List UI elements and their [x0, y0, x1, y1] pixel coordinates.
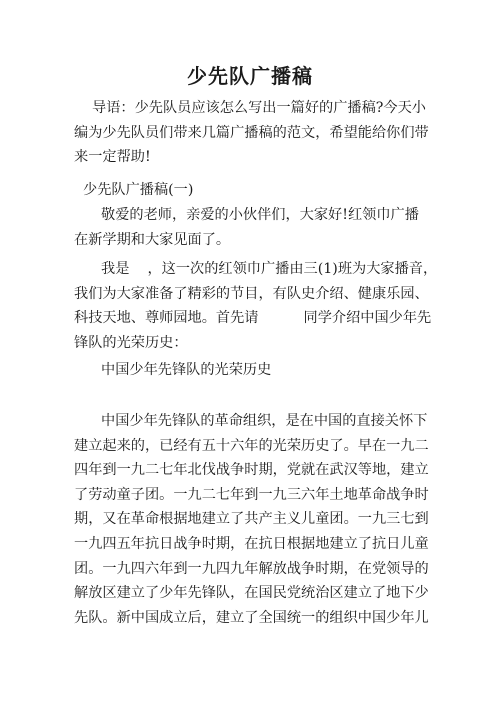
history-line: 期，又在革命根据地建立了共产主义儿童团。一九三七到 — [74, 511, 429, 528]
history-line: 解放区建立了少年先锋队，在国民党统治区建立了地下少 — [74, 585, 429, 602]
history-heading — [74, 358, 434, 383]
intro-line: 导语：少先队员应该怎么写出一篇好的广播稿?今天小 — [74, 100, 426, 116]
history-paragraph — [74, 409, 434, 630]
history-line: 先队。新中国成立后，建立了全国统一的组织中国少年儿 — [74, 609, 429, 626]
intro-line: 来一定帮助! — [74, 149, 151, 166]
self-intro-line: 锋队的光荣历史： — [74, 334, 188, 351]
intro-line: 编为少先队员们带来几篇广播稿的范文，希望能给你们带 — [74, 124, 429, 141]
history-line: 一九四五年抗日战争时期，在抗日根据地建立了抗日儿童 — [74, 535, 429, 552]
greeting-line: 在新学期和大家见面了。 — [74, 231, 231, 248]
history-line: 建立起来的，已经有五十六年的光荣历史了。早在一九二 — [74, 437, 429, 454]
self-intro-line: 科技天地、尊师园地。首先请 同学介绍中国少年先 — [74, 310, 432, 327]
self-intro-paragraph — [74, 257, 438, 355]
self-intro-line: 我是 ，这一次的红领巾广播由三(1)班为大家播音， — [74, 261, 438, 277]
history-line: 团。一九四六年到一九四九年解放战争时期，在党领导的 — [74, 560, 429, 577]
intro-paragraph — [74, 96, 434, 170]
greeting-line: 敬爱的老师，亲爱的小伙伴们，大家好!红领巾广播 — [74, 207, 419, 223]
greeting-paragraph — [74, 203, 434, 252]
subheading-text: 少先队广播稿(一) — [74, 182, 194, 198]
history-heading-text: 中国少年先锋队的光荣历史 — [74, 362, 272, 378]
section-subheading — [74, 178, 434, 203]
history-line: 中国少年先锋队的革命组织，是在中国的直接关怀下 — [74, 413, 428, 429]
history-line: 四年到一九二七年北伐战争时期，党就在武汉等地，建立 — [74, 462, 429, 479]
self-intro-line: 我们为大家准备了精彩的节目，有队史介绍、健康乐园、 — [74, 285, 429, 302]
document-title: 少先队广播稿 — [187, 64, 313, 88]
history-line: 了劳动童子团。一九二七年到一九三六年土地革命战争时 — [74, 486, 429, 503]
